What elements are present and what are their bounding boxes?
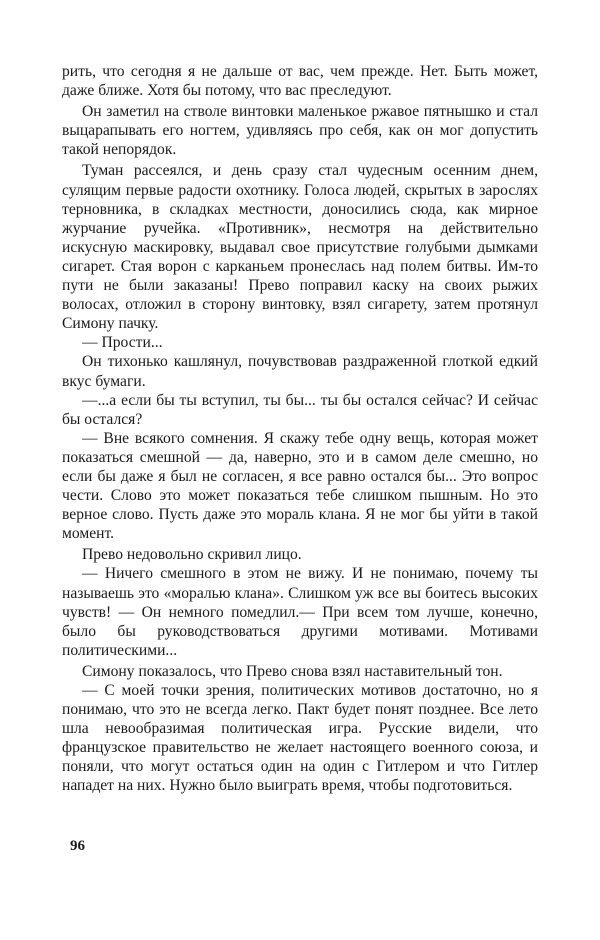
paragraph-3: Туман рассеялся, и день сразу стал чудесным осенним днем, сулящим первые радости охотнику. Голоса людей, скрытых в зарослях терновника, в складках местности, доносились сюда, как мирное журчание ручейка. «Противник», несмотря на действительно искусную маскировку, выдавал свое присутствие голубыми дымками сигарет. Стая ворон с карканьем пронеслась над полем битвы. Им-то пути не были заказаны! Прево поправил каску на своих рыжих волосах, отложил в сторону винтовку, взял сигарету, затем протянул Симону пачку. (62, 162, 538, 333)
paragraph-10: Симону показалось, что Прево снова взял наставительный тон. (82, 662, 503, 680)
page-text (62, 62, 538, 796)
page-number: 96 (70, 838, 85, 854)
paragraph-2: Он заметил на стволе винтовки маленькое ржавое пятнышко и стал выцарапывать его ногтем, удивляясь про себя, как он мог допустить такой непорядок. (62, 103, 538, 159)
paragraph-4: — Прости... (82, 334, 163, 352)
paragraph-8: Прево недовольно скривил лицо. (82, 546, 302, 564)
paragraph-9: — Ничего смешного в этом не вижу. И не понимаю, почему ты называешь это «моралью клана». Слишком уж все вы боитесь высоких чувств! — Он немного помедлил.— При всем том лучше, конечно, было бы руководствоваться другими мотивами. Мотивами политическими... (62, 565, 538, 659)
paragraph-11: — С моей точки зрения, политических мотивов достаточно, но я понимаю, что это не всегда легко. Пакт будет понят позднее. Все лето шла невообразимая политическая игра. Русские видели, что французское правительство не желает настоящего военного союза, и поняли, что могут остаться один на один с Гитлером и что Гитлер нападет на них. Нужно было выиграть время, чтобы подготовиться. (62, 682, 538, 795)
paragraph-5: Он тихонько кашлянул, почувствовав раздраженной глоткой едкий вкус бумаги. (62, 353, 538, 390)
paragraph-6: —...а если бы ты вступил, ты бы... ты бы остался сейчас? И сейчас бы остался? (62, 391, 538, 428)
paragraph-7: — Вне всякого сомнения. Я скажу тебе одну вещь, которая может показаться смешной — да, наверно, это и в самом деле смешно, но если бы даже я был не согласен, я все равно остался бы... Это вопрос чести. Слово это может показаться тебе слишком пышным. Но это верное слово. Пусть даже это мораль клана. Я не мог бы уйти в такой момент. (62, 429, 538, 543)
paragraph-1: рить, что сегодня я не дальше от вас, чем прежде. Нет. Быть может, даже ближе. Хотя бы потому, что вас преследуют. (62, 63, 538, 100)
